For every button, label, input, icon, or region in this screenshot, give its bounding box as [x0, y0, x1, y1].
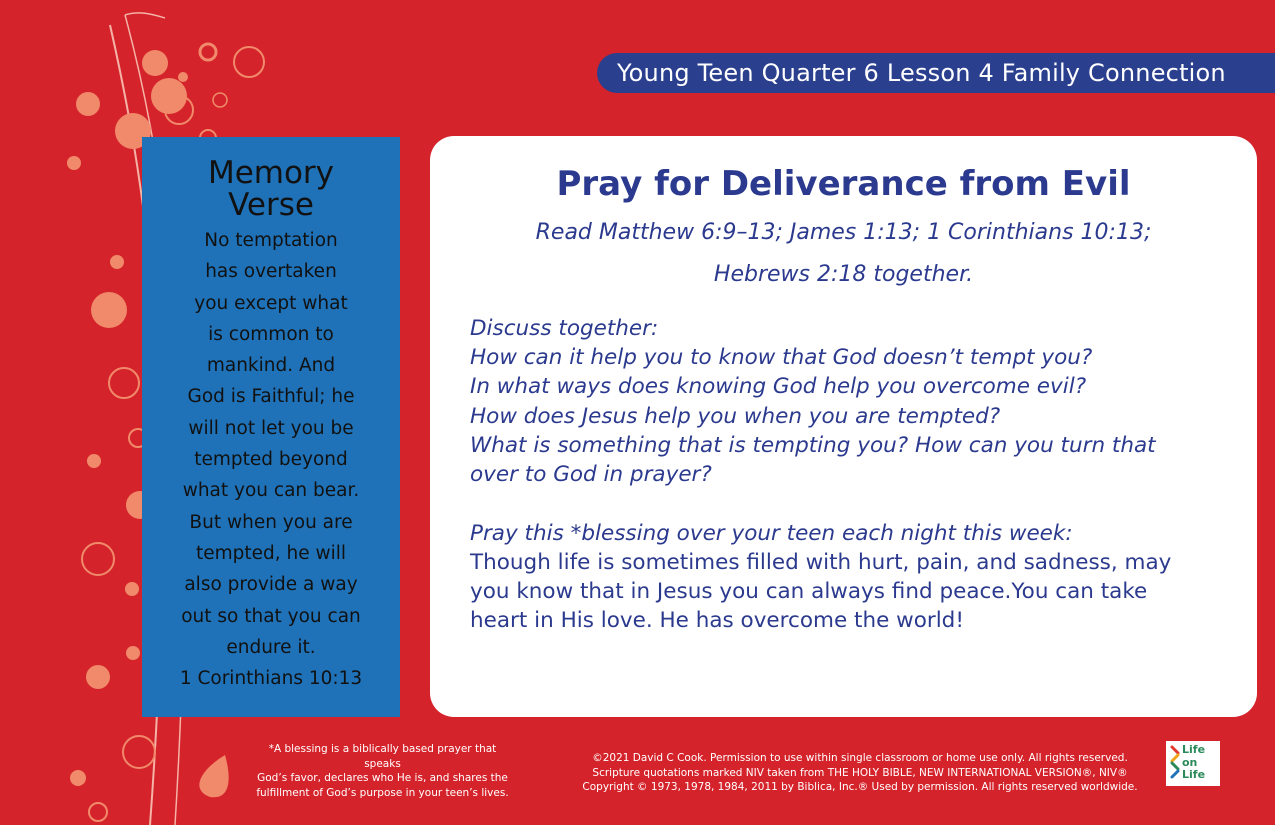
lesson-title: Pray for Deliverance from Evil [556, 164, 1131, 204]
discussion-question: What is something that is tempting you? How can you turn that [470, 432, 1156, 458]
copyright-line: Copyright © 1973, 1978, 1984, 2011 by Biblica, Inc.® Used by permission. All rights reserved worldwide. [582, 781, 1138, 793]
verse-line: has overtaken [205, 261, 337, 283]
verse-line: is common to [208, 323, 334, 345]
logo-line: Life [1182, 743, 1206, 756]
verse-line: you except what [194, 292, 348, 314]
life-on-life-logo [1166, 741, 1220, 786]
verse-line: God is Faithful; he [187, 386, 355, 408]
verse-line: mankind. And [206, 355, 336, 377]
verse-line: endure it. [226, 636, 316, 658]
reading-line: Hebrews 2:18 together. [713, 262, 974, 287]
blessing-heading: Pray this *blessing over your teen each night this week: [470, 521, 1073, 546]
verse-line: But when you are [189, 511, 353, 533]
blessing-section [470, 519, 1217, 635]
verse-line: what you can bear. [182, 480, 360, 502]
footnote-line: fulfillment of God’s purpose in your teen’s lives. [256, 786, 509, 799]
footnote-line: *A blessing is a biblically based prayer that speaks [268, 743, 497, 770]
verse-line: No temptation [204, 230, 338, 251]
lesson-card [430, 136, 1257, 717]
logo-text [1182, 744, 1205, 782]
logo-line: Life [1182, 768, 1206, 781]
logo-mark-icon [1168, 741, 1182, 786]
footnote-line: God’s favor, declares who He is, and shares the [257, 772, 508, 784]
verse-line: tempted beyond [194, 449, 348, 471]
header-banner [597, 53, 1275, 93]
logo-line: on [1182, 755, 1198, 769]
reading-instructions [490, 212, 1197, 296]
verse-reference: 1 Corinthians 10:13 [179, 668, 363, 690]
discuss-heading: Discuss together: [470, 316, 659, 341]
memory-title-line: Verse [228, 187, 314, 223]
discussion-question: How can it help you to know that God doesn’t tempt you? [470, 345, 1093, 371]
verse-line: also provide a way [184, 574, 358, 596]
blessing-line: you know that in Jesus you can always find peace.You can take [470, 579, 1148, 604]
copyright-line: ©2021 David C Cook. Permission to use within single classroom or home use only. All rights reserved. [592, 752, 1128, 764]
blessing-footnote [250, 742, 515, 800]
header-title: Young Teen Quarter 6 Lesson 4 Family Connection [617, 59, 1226, 87]
verse-line: out so that you can [181, 605, 361, 627]
verse-line: tempted, he will [195, 542, 347, 564]
discussion-question: over to God in prayer? [470, 462, 712, 488]
discussion-question: In what ways does knowing God help you overcome evil? [470, 374, 1087, 400]
memory-verse-text [156, 225, 386, 694]
memory-title-line: Memory [207, 155, 335, 191]
blessing-line: Though life is sometimes filled with hurt, pain, and sadness, may [470, 550, 1172, 575]
reading-line: Read Matthew 6:9–13; James 1:13; 1 Corinthians 10:13; [535, 220, 1152, 245]
copyright-notice [560, 751, 1160, 795]
discussion-question: How does Jesus help you when you are tempted? [470, 403, 1001, 429]
memory-verse-title [142, 157, 400, 221]
copyright-line: Scripture quotations marked NIV taken from THE HOLY BIBLE, NEW INTERNATIONAL VERSION®, NIV® [592, 766, 1128, 779]
blessing-line: heart in His love. He has overcome the world! [470, 608, 964, 633]
verse-line: will not let you be [188, 417, 354, 439]
memory-verse-card [142, 137, 400, 717]
discussion-section [470, 314, 1217, 489]
